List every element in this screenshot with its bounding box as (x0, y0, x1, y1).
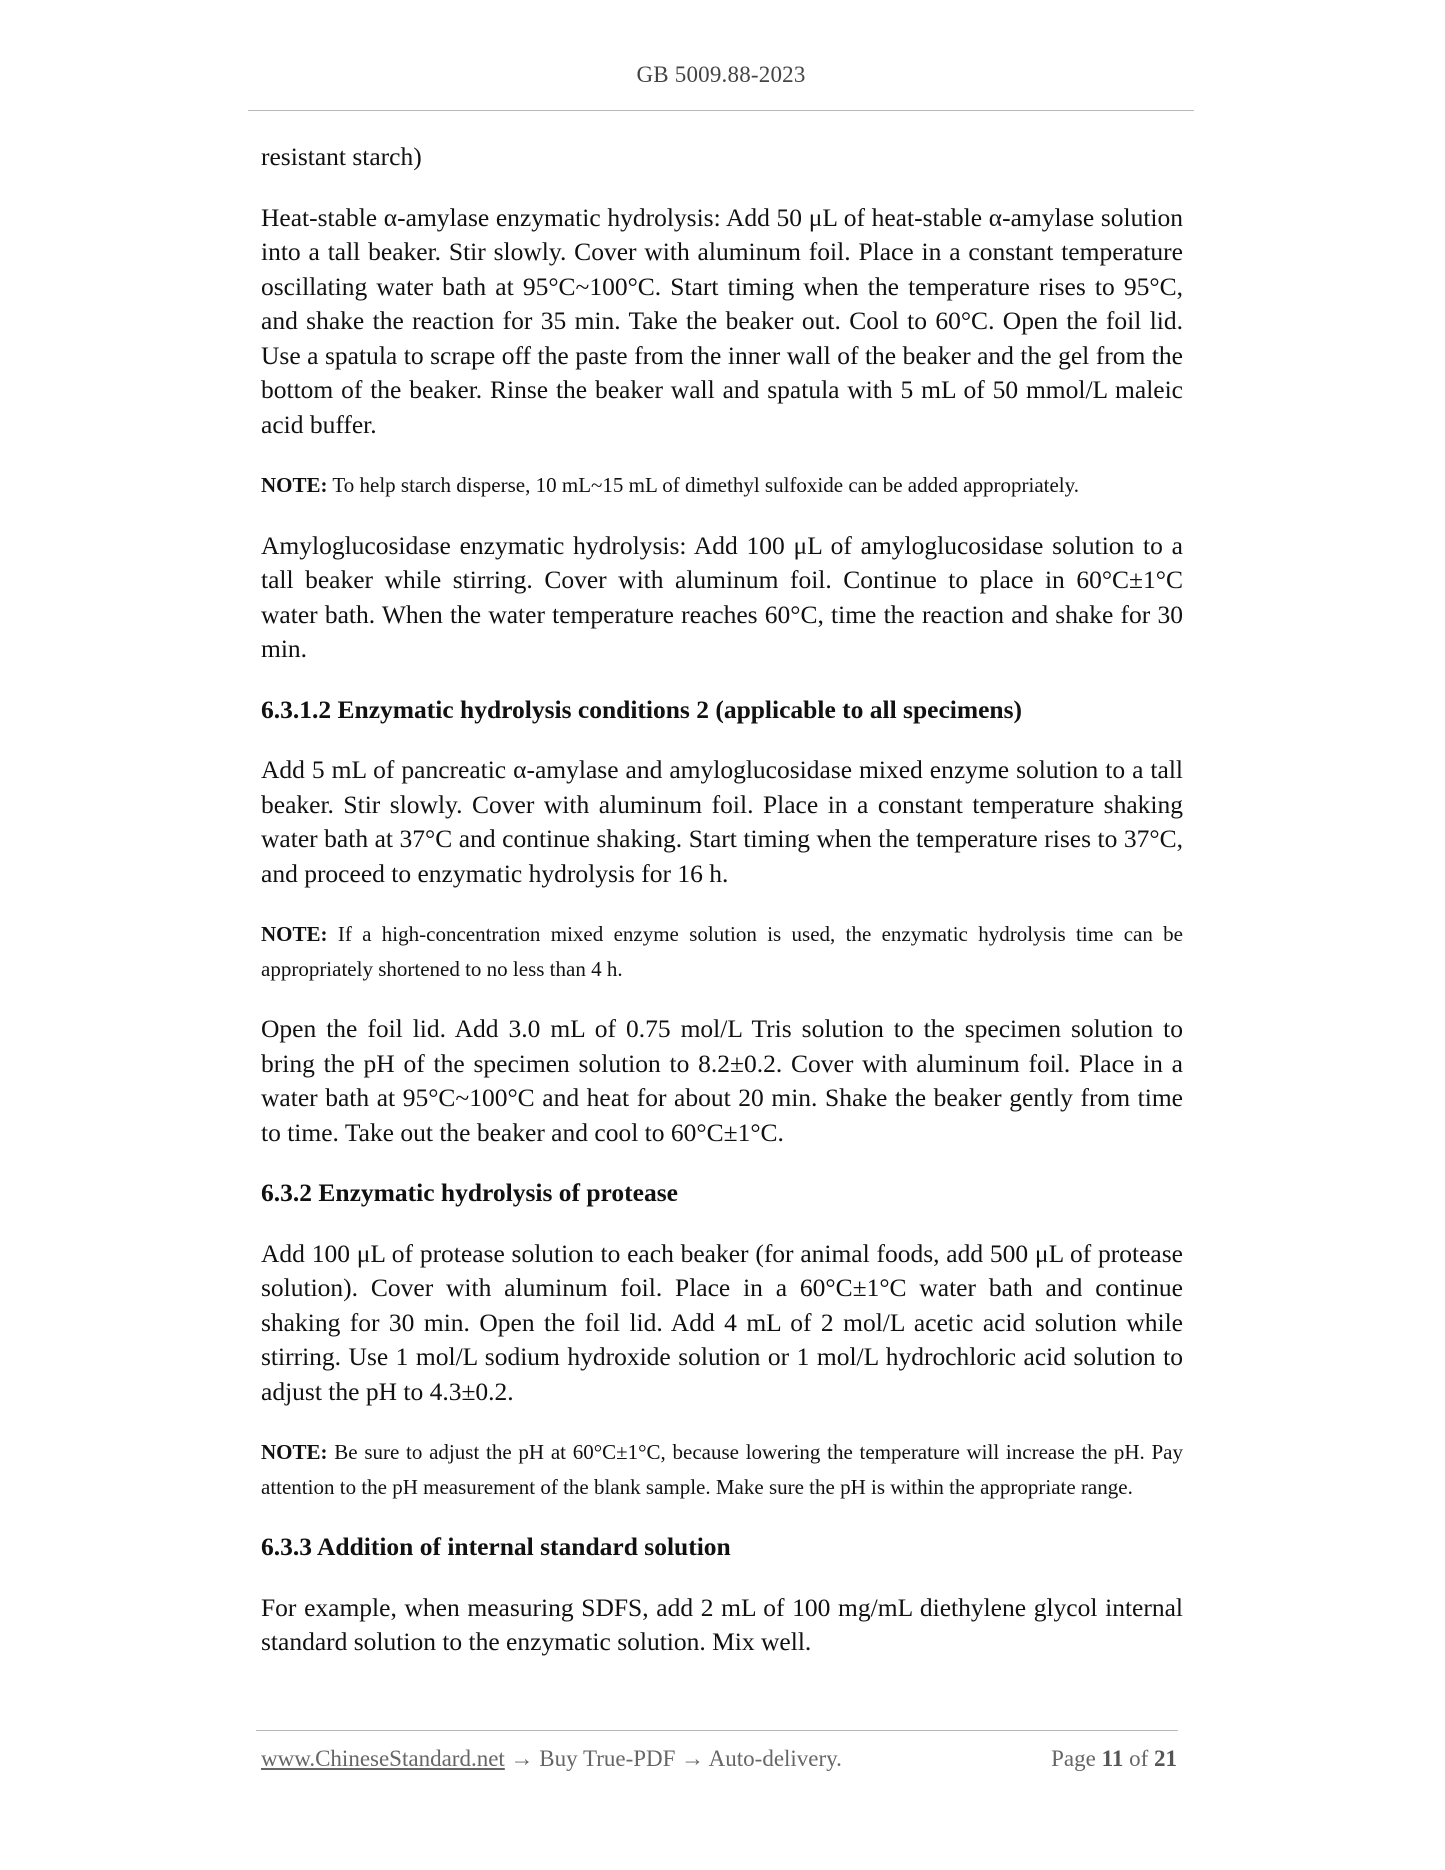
note-text: Be sure to adjust the pH at 60°C±1°C, because lowering the temperature will increase the pH. Pay attention to the pH measurement of the blank sample. Make sure the pH is within the appropriate range. (261, 1440, 1183, 1499)
page-number (1051, 1746, 1177, 1772)
note (261, 468, 1183, 503)
note (261, 1435, 1183, 1504)
page-word: Page (1051, 1746, 1102, 1771)
page-body (261, 140, 1183, 1686)
note-text: To help starch disperse, 10 mL~15 mL of dimethyl sulfoxide can be added appropriately. (327, 473, 1080, 497)
note-label: NOTE: (261, 1440, 328, 1464)
website-link[interactable]: www.ChineseStandard.net (261, 1746, 505, 1771)
note-text: If a high-concentration mixed enzyme solution is used, the enzymatic hydrolysis time can be appropriately shortened to no less than 4 h. (261, 922, 1183, 981)
paragraph: For example, when measuring SDFS, add 2 mL of 100 mg/mL diethylene glycol internal standard solution to the enzymatic solution. Mix well. (261, 1592, 1183, 1656)
of-word: of (1123, 1746, 1154, 1771)
paragraph: Add 5 mL of pancreatic α-amylase and amyloglucosidase mixed enzyme solution to a tall beaker. Stir slowly. Cover with aluminum foil. Place in a constant temperature shaking water bath at 37°C and continue shaking. Start timing when the temperature rises to 37°C, and proceed to enzymatic hydrolysis for 16 h. (261, 755, 1183, 888)
note-label: NOTE: (261, 473, 328, 497)
footer-divider (256, 1730, 1178, 1731)
paragraph: Add 100 μL of protease solution to each beaker (for animal foods, add 500 μL of protease solution). Cover with aluminum foil. Place in a 60°C±1°C water bath and continue shaking for 30 min. Open the foil lid. Add 4 mL of 2 mol/L acetic acid solution while stirring. Use 1 mol/L sodium hydroxide solution or 1 mol/L hydrochloric acid solution to adjust the pH to 4.3±0.2. (261, 1238, 1183, 1406)
footer-promo (261, 1746, 842, 1772)
total-pages: 21 (1154, 1746, 1177, 1771)
section-heading: 6.3.2 Enzymatic hydrolysis of protease (261, 1178, 678, 1207)
paragraph: Heat-stable α-amylase enzymatic hydrolysis: Add 50 μL of heat-stable α-amylase solution into a tall beaker. Stir slowly. Cover with aluminum foil. Place in a constant temperature oscillating water bath at 95°C~100°C. Start timing when the temperature rises to 95°C, and shake the reaction for 35 min. Take the beaker out. Cool to 60°C. Open the foil lid. Use a spatula to scrape off the paste from the inner wall of the beaker and the gel from the bottom of the beaker. Rinse the beaker wall and spatula with 5 mL of 50 mmol/L maleic acid buffer. (261, 202, 1183, 439)
note-label: NOTE: (261, 922, 328, 946)
paragraph: resistant starch) (261, 142, 422, 171)
paragraph: Open the foil lid. Add 3.0 mL of 0.75 mol/L Tris solution to the specimen solution to bring the pH of the specimen solution to 8.2±0.2. Cover with aluminum foil. Place in a water bath at 95°C~100°C and heat for about 20 min. Shake the beaker gently from time to time. Take out the beaker and cool to 60°C±1°C. (261, 1014, 1183, 1147)
paragraph: Amyloglucosidase enzymatic hydrolysis: Add 100 μL of amyloglucosidase solution to a tall beaker while stirring. Cover with aluminum foil. Continue to place in 60°C±1°C water bath. When the water temperature reaches 60°C, time the reaction and shake for 30 min. (261, 530, 1183, 663)
page-header: GB 5009.88-2023 (636, 62, 806, 87)
note (261, 917, 1183, 986)
section-heading: 6.3.1.2 Enzymatic hydrolysis conditions 2 (applicable to all specimens) (261, 694, 1023, 724)
current-page: 11 (1101, 1746, 1124, 1771)
header-divider (248, 110, 1194, 111)
footer-tagline: → Buy True-PDF → Auto-delivery. (504, 1746, 842, 1771)
section-heading: 6.3.3 Addition of internal standard solution (261, 1532, 731, 1561)
